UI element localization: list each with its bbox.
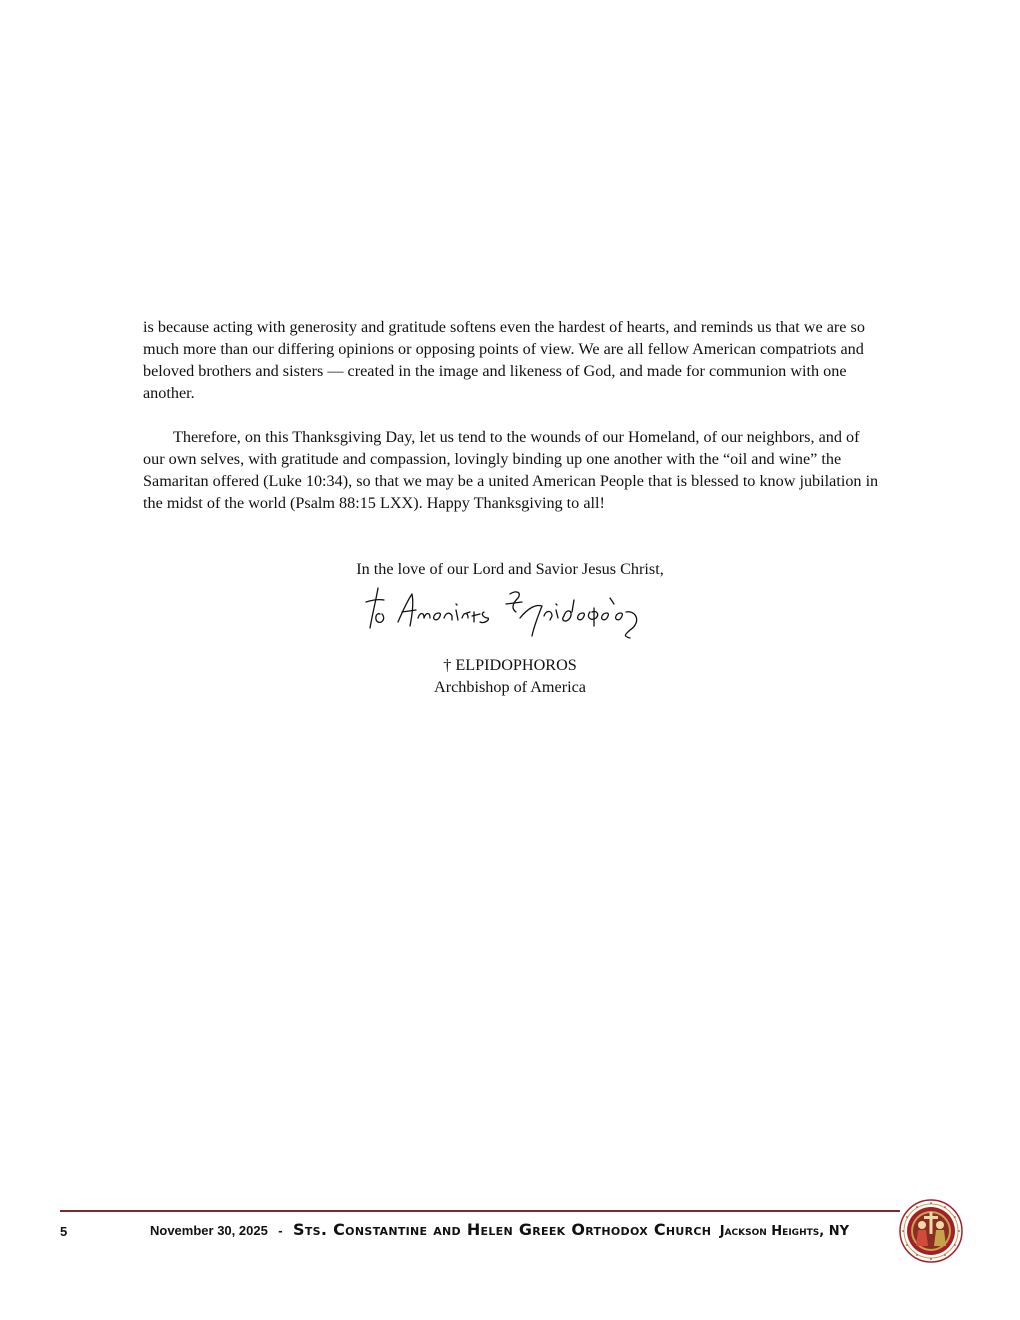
letter-closing: In the love of our Lord and Savior Jesus Christ, bbox=[356, 560, 664, 578]
signer-name: † ELPIDOPHOROS bbox=[443, 656, 577, 674]
page-number: 5 bbox=[60, 1224, 68, 1239]
letter-paragraph-1: is because acting with generosity and gratitude softens even the hardest of hearts, and reminds us that we are so much more than our differing opinions or opposing points of view. We are all fellow American compatriots and beloved brothers and sisters — created in the image and likeness of God, and made for communion with one another. bbox=[143, 318, 865, 402]
church-seal-icon bbox=[898, 1198, 964, 1264]
footer-location: Jackson Heights, NY bbox=[719, 1224, 849, 1239]
signature-icon bbox=[360, 582, 660, 652]
footer-date: November 30, 2025 bbox=[150, 1223, 268, 1238]
footer-church-name: Sts. Constantine and Helen Greek Orthodox Church bbox=[293, 1220, 712, 1239]
footer-divider bbox=[60, 1210, 900, 1212]
signer-title: Archbishop of America bbox=[434, 678, 586, 696]
footer-bar bbox=[150, 1220, 890, 1240]
footer-separator: - bbox=[278, 1223, 283, 1238]
letter-paragraph-2: Therefore, on this Thanksgiving Day, let us tend to the wounds of our Homeland, of our neighbors, and of our own selves, with gratitude and compassion, lovingly binding up one another with the “oil and wine” the Samaritan offered (Luke 10:34), so that we may be a united American People that is blessed to know jubilation in the midst of the world (Psalm 88:15 LXX). Happy Thanksgiving to all! bbox=[143, 428, 879, 512]
letter-body bbox=[143, 316, 883, 536]
signer-block bbox=[300, 654, 720, 698]
